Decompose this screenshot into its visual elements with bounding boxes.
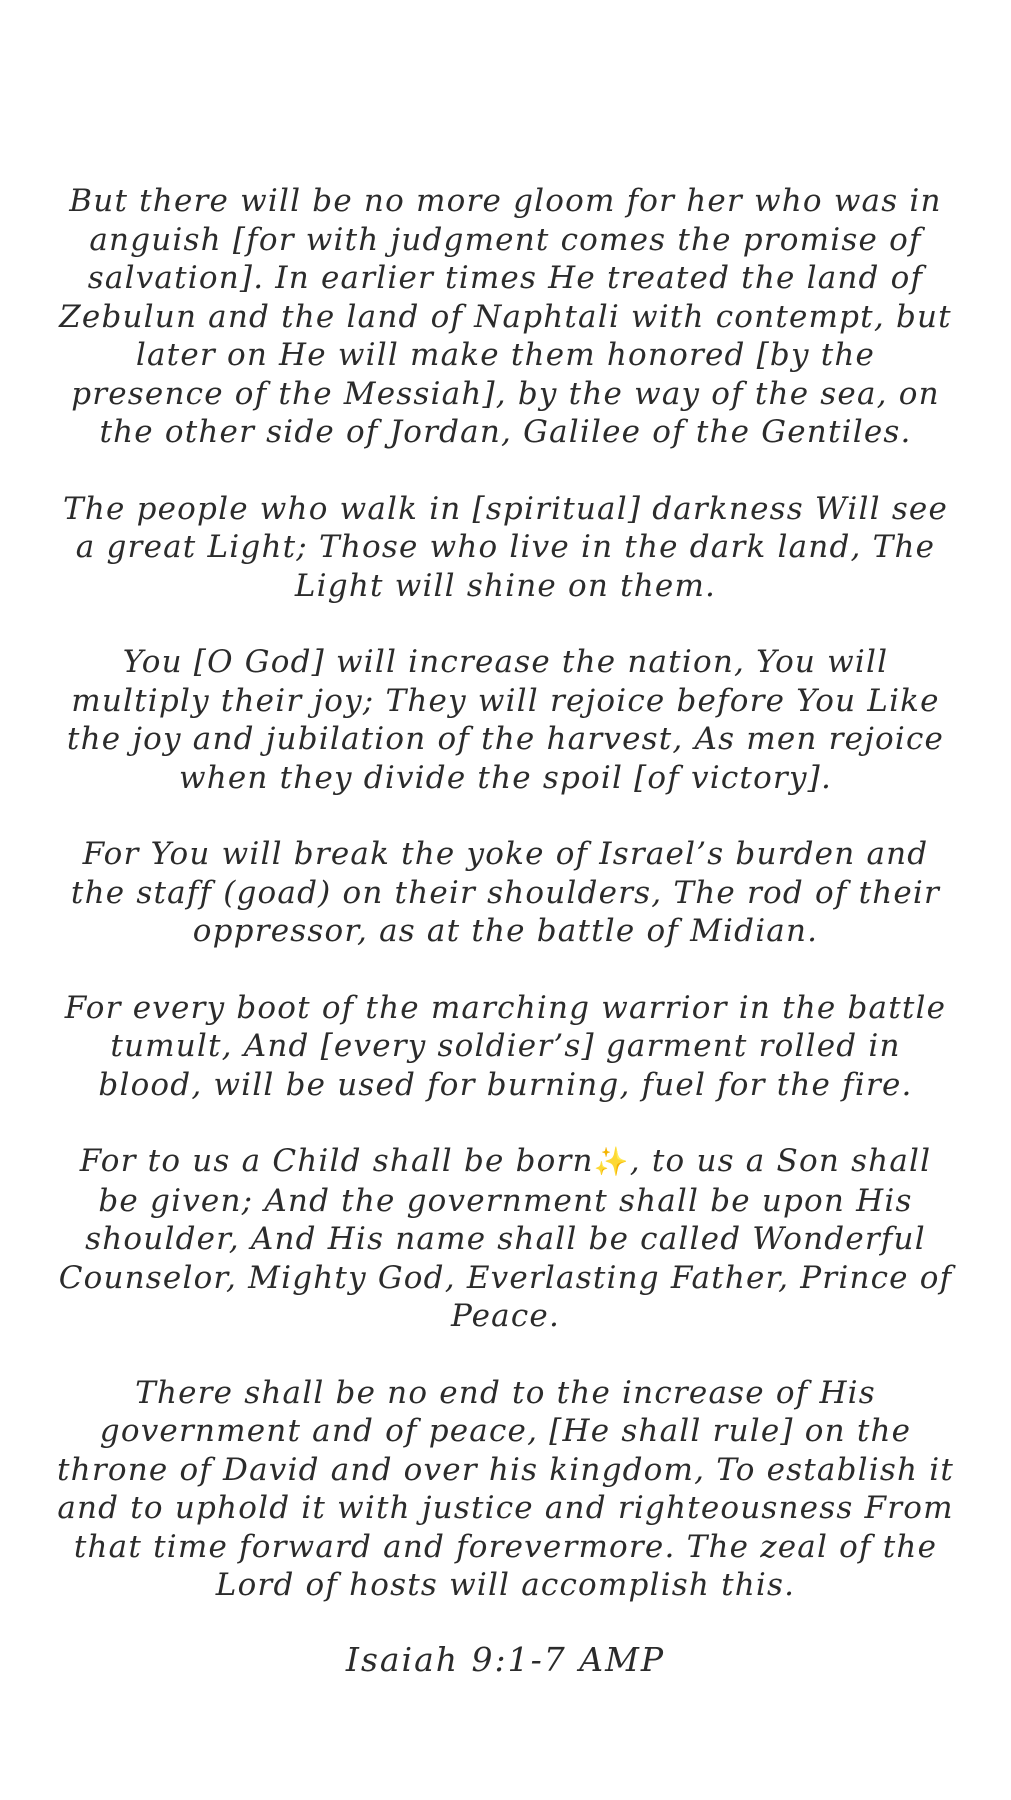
verse-paragraph-6-start: For to us a Child shall be born — [79, 1143, 594, 1179]
verse-paragraph-2: The people who walk in [spiritual] darkness Will see a great Light; Those who live in the dark land, The Light will shine on them. — [62, 490, 949, 604]
verse-paragraph-6 — [55, 1142, 956, 1336]
verse-paragraph-1: But there will be no more gloom for her who was in anguish [for with judgment comes the promise of salvation]. In earlier times He treated the land of Zebulun and the land of Naphtali with contempt, but later on He will make them honored [by the presence of the Messiah], by the way of the sea, on the other side of Jordan, Galilee of the Gentiles. — [59, 183, 952, 450]
sparkles-icon: ✨ — [593, 1145, 630, 1178]
verse-paragraph-3: You [O God] will increase the nation, You will multiply their joy; They will rejoice before You Like the joy and jubilation of the harvest, As men rejoice when they divide the spoil [of victory]. — [66, 644, 945, 796]
verse-paragraph-5: For every boot of the marching warrior in the battle tumult, And [every soldier’s] garment rolled in blood, will be used for burning, fuel for the fire. — [64, 989, 947, 1103]
scripture-passage — [55, 182, 956, 1605]
verse-paragraph-4: For You will break the yoke of Israel’s burden and the staff (goad) on their shoulders, The rod of their oppressor, as at the battle of Midian. — [70, 836, 941, 949]
verse-paragraph-7: There shall be no end to the increase of His government and of peace, [He shall rule] on the throne of David and over his kingdom, To establish it and to uphold it with justice and righteousness From that time forward and forevermore. The zeal of the Lord of hosts will accomplish this. — [57, 1374, 954, 1603]
verse-paragraph-6-end: , to us a Son shall be given; And the government shall be upon His shoulder, And His name shall be called Wonderful Counselor, Mighty God, Everlasting Father, Prince of Peace. — [58, 1143, 953, 1334]
scripture-reference: Isaiah 9:1-7 AMP — [345, 1640, 666, 1679]
